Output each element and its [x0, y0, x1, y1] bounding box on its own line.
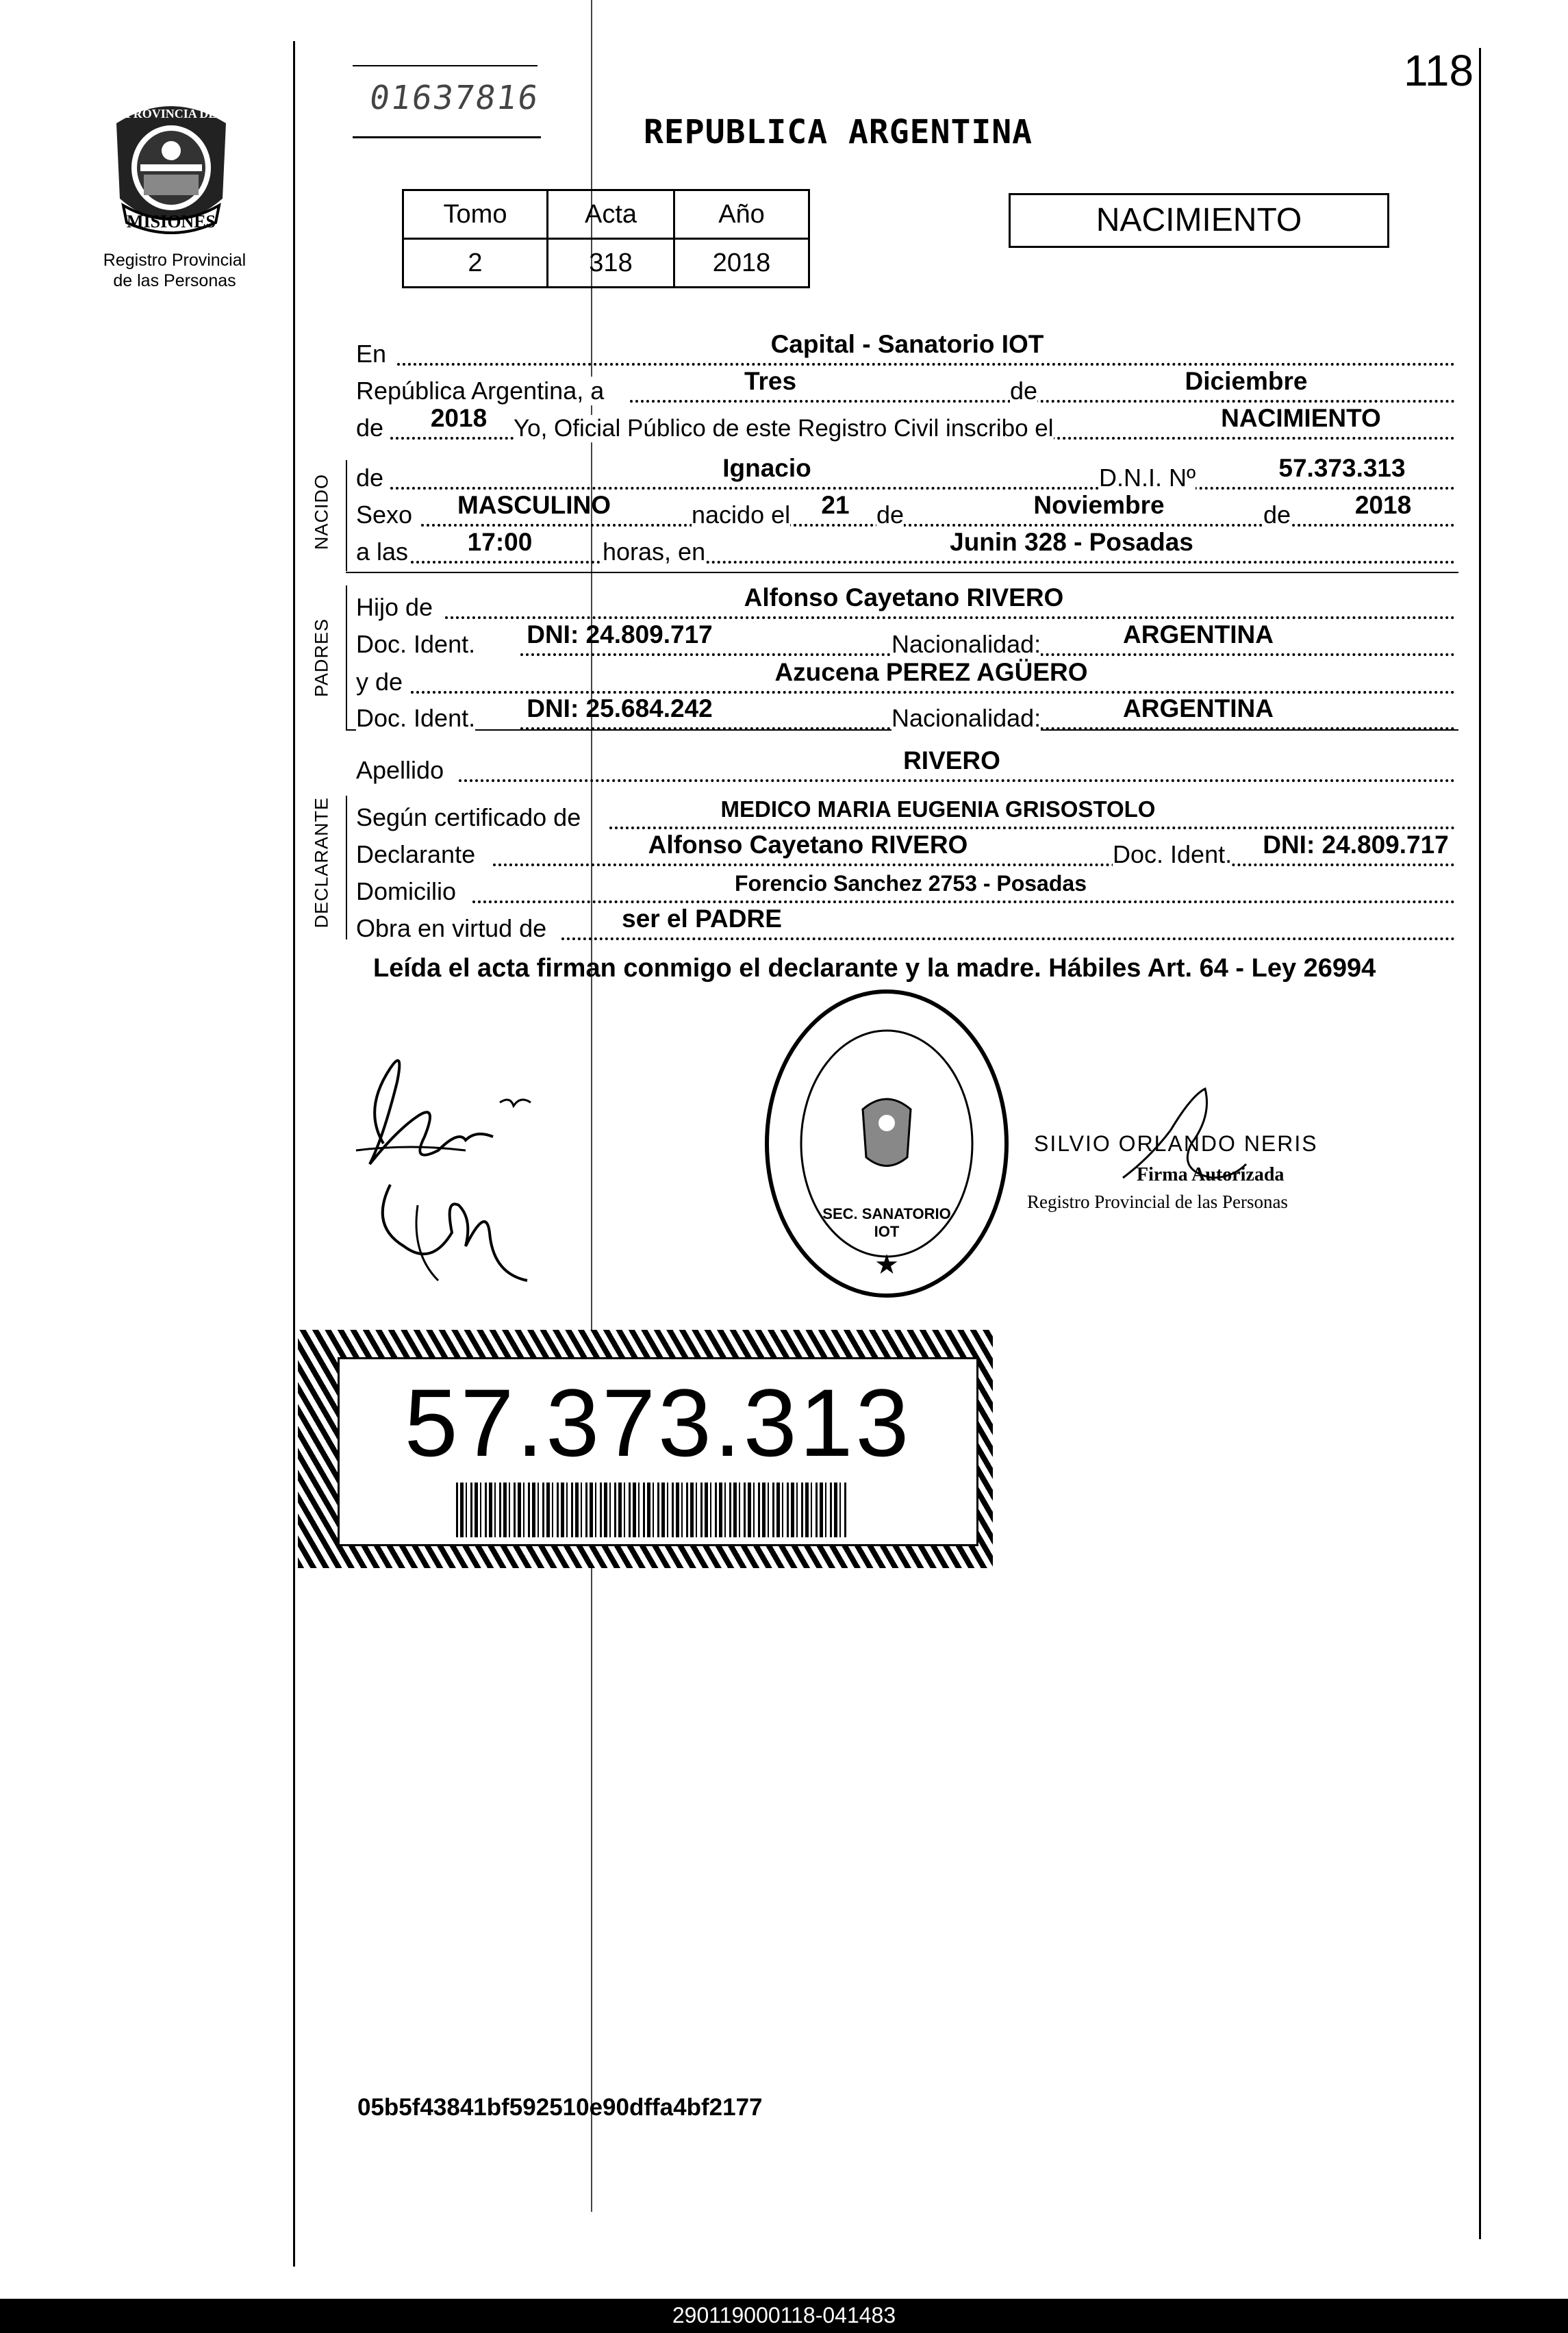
lugar-value: Junin 328 - Posadas [950, 528, 1193, 556]
en-value: Capital - Sanatorio IOT [770, 330, 1044, 358]
certificado-label: Según certificado de [356, 803, 581, 831]
dni-value: 57.373.313 [1278, 454, 1406, 482]
nacido-dia: 21 [821, 491, 850, 519]
nombre-value: Ignacio [722, 454, 811, 482]
row-hora-lugar [356, 528, 1455, 566]
madre-nacionalidad-label: Nacionalidad: [892, 704, 1041, 732]
dots [609, 827, 1455, 829]
row-declarante [356, 833, 1455, 869]
de-label: de [1010, 377, 1038, 405]
padres-section-label: PADRES [311, 618, 332, 698]
anio-prefix: de [356, 414, 384, 442]
apellido-label: Apellido [356, 756, 444, 784]
hijo-label: Hijo de [356, 593, 433, 621]
inscribo-label: Yo, Oficial Público de este Registro Civil inscribo el [514, 415, 1054, 442]
declarante-section-label: DECLARANTE [311, 796, 332, 929]
serial-text: 01637816 [367, 79, 542, 117]
dni-box-inner [338, 1357, 978, 1546]
registry-label-line-2: de las Personas [113, 271, 236, 290]
closing-text: Leída el acta firman conmigo el declarante y la madre. Hábiles Art. 64 - Ley 26994 [373, 954, 1376, 983]
nacido-mes: Noviembre [1033, 491, 1165, 519]
horas-label: horas, en [603, 538, 706, 566]
official-role: Firma Autorizada [1137, 1164, 1285, 1185]
barcode [456, 1483, 846, 1537]
certificado-value: MEDICO MARIA EUGENIA GRISOSTOLO [720, 796, 1156, 822]
dni-label: D.N.I. Nº [1099, 464, 1196, 492]
declarante-doc-value: DNI: 24.809.717 [1263, 831, 1449, 859]
dots [390, 487, 1455, 490]
stamp-inner-text: SEC. SANATORIO IOT [822, 1205, 951, 1240]
page-number: 118 [1404, 46, 1474, 95]
madre-docident-label: Doc. Ident. [356, 704, 476, 732]
country-title: REPUBLICA ARGENTINA [644, 113, 1033, 151]
svg-text:PROVINCIA DE: PROVINCIA DE [125, 107, 217, 121]
dia-value: Tres [744, 367, 797, 395]
nacido-de-label: de [876, 501, 905, 529]
acta-header: Acta [548, 190, 674, 239]
anio-inscripcion-value: 2018 [430, 404, 488, 432]
declarant-signature [342, 1027, 548, 1301]
dots [561, 937, 1455, 940]
declarante-docident-label: Doc. Ident. [1113, 840, 1232, 868]
dots [630, 400, 1455, 403]
nacido-section-label: NACIDO [311, 474, 332, 551]
nacido-section-bar [346, 460, 347, 571]
row-sexo [356, 491, 1455, 529]
tomo-header: Tomo [403, 190, 548, 239]
row-domicilio [356, 870, 1455, 906]
stamp-ring-text [760, 1123, 1013, 1124]
acta-value: 318 [548, 239, 674, 288]
yde-label: y de [356, 668, 403, 696]
row-padre-doc [356, 620, 1455, 659]
hora-value: 17:00 [467, 528, 533, 556]
padre-nac-value: ARGENTINA [1123, 620, 1274, 648]
official-stamp [760, 986, 1013, 1301]
official-name: SILVIO ORLANDO NERIS [1034, 1131, 1318, 1156]
en-label: En [356, 340, 387, 368]
footer-code: 290119000118-041483 [672, 2303, 896, 2328]
dots [445, 616, 1455, 619]
row-inscripcion [356, 404, 1455, 442]
dni-security-box [298, 1330, 993, 1568]
dots [459, 779, 1455, 782]
provincial-seal [103, 96, 240, 240]
record-table [402, 189, 810, 288]
padre-value: Alfonso Cayetano RIVERO [744, 583, 1064, 611]
row-madre-doc [356, 694, 1455, 733]
padre-doc-value: DNI: 24.809.717 [527, 620, 713, 648]
sexo-value: MASCULINO [457, 491, 611, 519]
dni-box-number: 57.373.313 [404, 1369, 912, 1476]
serial-number [353, 65, 541, 139]
record-table-value-row [403, 239, 809, 288]
republica-label: República Argentina, a [356, 377, 605, 405]
document-hash: 05b5f43841bf592510e90dffa4bf2177 [357, 2094, 763, 2121]
mes-value: Diciembre [1185, 367, 1308, 395]
dots [493, 863, 1455, 866]
record-table-header-row [403, 190, 809, 239]
madre-doc-value: DNI: 25.684.242 [527, 694, 713, 722]
footer-strip [0, 2299, 1568, 2333]
nacido-anio: 2018 [1354, 491, 1412, 519]
madre-nac-value: ARGENTINA [1123, 694, 1274, 722]
declarante-label: Declarante [356, 840, 476, 868]
fold-line [591, 0, 592, 2212]
domicilio-label: Domicilio [356, 877, 457, 905]
nacido-de2-label: de [1263, 501, 1291, 529]
dots [472, 900, 1455, 903]
padre-nacionalidad-label: Nacionalidad: [892, 630, 1041, 658]
dots [411, 691, 1455, 694]
record-type-box: NACIMIENTO [1009, 193, 1389, 248]
dots [411, 561, 1455, 564]
row-madre [356, 658, 1455, 696]
row-fecha-inscripcion [356, 367, 1455, 405]
anio-value: 2018 [674, 239, 809, 288]
padre-docident-label: Doc. Ident. [356, 630, 476, 658]
svg-text:★: ★ [874, 1250, 899, 1280]
row-apellido [356, 746, 1455, 785]
row-padre [356, 583, 1455, 622]
official-office: Registro Provincial de las Personas [1027, 1191, 1288, 1212]
apellido-value: RIVERO [903, 746, 1000, 774]
nacido-bottom-rule [346, 572, 1458, 573]
dots [421, 524, 1455, 527]
svg-text:MISIONES: MISIONES [126, 212, 216, 231]
tomo-value: 2 [403, 239, 548, 288]
anio-header: Año [674, 190, 809, 239]
registry-label-line-1: Registro Provincial [103, 251, 246, 270]
obra-value: ser el PADRE [622, 905, 782, 933]
dots [397, 363, 1455, 366]
row-certificado [356, 796, 1455, 832]
registry-label [68, 250, 281, 291]
left-margin-line [293, 41, 295, 2267]
row-nombre [356, 454, 1455, 492]
right-margin-line [1479, 48, 1481, 2239]
alas-label: a las [356, 538, 409, 566]
declarante-section-bar [346, 796, 347, 939]
row-obra [356, 907, 1455, 943]
obra-label: Obra en virtud de [356, 914, 547, 942]
declarante-value: Alfonso Cayetano RIVERO [648, 831, 968, 859]
domicilio-value: Forencio Sanchez 2753 - Posadas [735, 871, 1087, 896]
sexo-label: Sexo [356, 501, 413, 529]
nombre-label: de [356, 464, 384, 492]
madre-value: Azucena PEREZ AGÜERO [774, 658, 1088, 686]
row-lugar [356, 330, 1455, 368]
nacido-el-label: nacido el [692, 501, 791, 529]
padres-section-bar [346, 585, 347, 729]
inscribo-value: NACIMIENTO [1221, 404, 1381, 432]
